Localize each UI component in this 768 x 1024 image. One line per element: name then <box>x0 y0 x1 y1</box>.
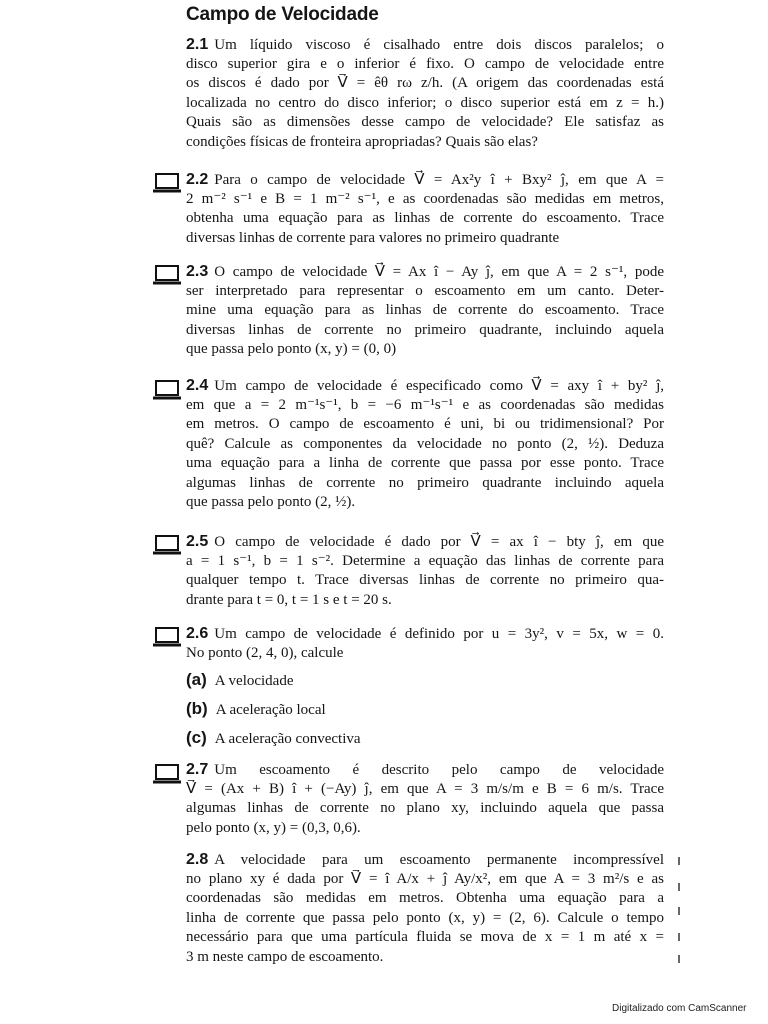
problem-text-line: uma equação para a linha de corrente que passa por esse ponto. Trace <box>186 455 664 471</box>
page-title: Campo de Velocidade <box>186 4 379 25</box>
problem-text-line: algumas linhas de corrente no primeiro quadrante incluindo aquela <box>186 474 664 491</box>
problem-text-line: Um escoamento é descrito pelo campo de velocidade <box>214 762 664 778</box>
problem-number: 2.2 <box>186 171 209 188</box>
problem-text-line: pelo ponto (x, y) = (0,3, 0,6). <box>186 819 361 836</box>
problem-number: 2.5 <box>186 533 209 550</box>
problem-number: 2.1 <box>186 36 209 53</box>
problem-text-line: Para o campo de velocidade V⃗ = Ax²y î + Bxy² ĵ, em que A = <box>214 172 664 188</box>
problem-text-line: algumas linhas de corrente no plano xy, incluindo aquela que passa <box>186 800 664 816</box>
problem-text-line: no plano xy é dada por V⃗ = î A/x + ĵ Ay/x², em que A = 3 m²/s e as <box>186 870 664 887</box>
problem-text-line: qualquer tempo t. Trace diversas linhas de corrente no primeiro qua- <box>186 572 664 588</box>
problem-number: 2.8 <box>186 851 209 868</box>
problem-text-line: os discos é dado por V⃗ = êθ rω z/h. (A origem das coordenadas está <box>186 75 664 91</box>
problem-2-3 <box>186 262 664 360</box>
laptop-icon <box>152 379 182 401</box>
problem-text-line: necessário para que uma partícula fluida se mova de x = 1 m até x = <box>186 929 664 945</box>
laptop-icon <box>152 264 182 286</box>
laptop-icon <box>152 763 182 785</box>
problem-text-line: quê? Calcule as componentes da velocidade no ponto (2, ½). Deduza <box>186 435 664 452</box>
subitem-b: (b) A aceleração local <box>186 699 326 718</box>
problem-text-line: que passa pelo ponto (2, ½). <box>186 494 356 510</box>
problem-2-5 <box>186 532 664 610</box>
problem-text-line: localizada no centro do disco inferior; o disco superior está em z = h.) <box>186 94 664 111</box>
problem-2-4 <box>186 376 664 513</box>
problem-number: 2.6 <box>186 625 209 642</box>
problem-text-line: obtenha uma equação para as linhas de corrente do escoamento. Trace <box>186 210 664 226</box>
subitem-a: (a) A velocidade <box>186 670 294 689</box>
laptop-icon <box>152 534 182 556</box>
laptop-icon <box>152 626 182 648</box>
problem-text-line: 2 m⁻² s⁻¹ e B = 1 m⁻² s⁻¹, e as coordenadas são medidas em metros, <box>186 190 664 207</box>
problem-text-line: 3 m neste campo de escoamento. <box>186 948 384 965</box>
problem-text-line: Quais são as dimensões desse campo de velocidade? Ele satisfaz as <box>186 114 664 130</box>
problem-text-line: drante para t = 0, t = 1 s e t = 20 s. <box>186 591 392 608</box>
problem-number: 2.3 <box>186 263 209 280</box>
problem-text-line: Um campo de velocidade é especificado como V⃗ = axy î + by² ĵ, <box>214 378 664 394</box>
problem-text-line: condições físicas de fronteira apropriadas? Quais são elas? <box>186 133 538 150</box>
problem-text-line: Um campo de velocidade é definido por u = 3y², v = 5x, w = 0. <box>214 626 664 642</box>
problem-text-line: em metros. O campo de escoamento é uni, bi ou tridimensional? Por <box>186 416 664 432</box>
problem-2-2 <box>186 170 664 248</box>
problem-text-line: diversas linhas de corrente para valores no primeiro quadrante <box>186 229 560 246</box>
problem-text-line: mine uma equação para as linhas de corrente do escoamento. Trace <box>186 302 664 318</box>
problem-text-line: A velocidade para um escoamento permanente incompressível <box>214 852 664 868</box>
problem-number: 2.7 <box>186 761 209 778</box>
problem-text-line: O campo de velocidade V⃗ = Ax î − Ay ĵ, em que A = 2 s⁻¹, pode <box>214 264 664 280</box>
problem-text-line: a = 1 s⁻¹, b = 1 s⁻². Determine a equação das linhas de corrente para <box>186 552 664 569</box>
problem-text-line: V⃗ = (Ax + B) î + (−Ay) ĵ, em que A = 3 m/s/m e B = 6 m/s. Trace <box>186 780 664 797</box>
problem-text-line: Um líquido viscoso é cisalhado entre dois discos paralelos; o <box>214 37 664 53</box>
problem-2-6 <box>186 624 664 752</box>
problem-text-line: disco superior gira e o inferior é fixo. O campo de velocidade entre <box>186 55 664 72</box>
problem-2-7 <box>186 760 664 838</box>
problem-number: 2.4 <box>186 377 209 394</box>
scanner-watermark: Digitalizado com CamScanner <box>612 1003 747 1014</box>
subitem-c: (c) A aceleração convectiva <box>186 728 361 747</box>
problem-text-line: diversas linhas de corrente no primeiro quadrante, incluindo aquela <box>186 321 664 338</box>
problem-2-8 <box>186 850 664 967</box>
problem-text-line: O campo de velocidade é dado por V⃗ = ax î − bty ĵ, em que <box>214 534 664 550</box>
problem-text-line: linha de corrente que passa pelo ponto (x, y) = (2, 6). Calcule o tempo <box>186 909 664 926</box>
problem-text-line: em que a = 2 m⁻¹s⁻¹, b = −6 m⁻¹s⁻¹ e as coordenadas são medidas <box>186 396 664 413</box>
problem-text-line: coordenadas são medidas em metros. Obtenha uma equação para a <box>186 890 664 906</box>
problem-text-line: ser interpretado para representar o escoamento em um canto. Deter- <box>186 282 664 299</box>
problem-text-line: No ponto (2, 4, 0), calcule <box>186 644 344 661</box>
laptop-icon <box>152 172 182 194</box>
problem-2-1 <box>186 35 664 152</box>
problem-text-line: que passa pelo ponto (x, y) = (0, 0) <box>186 341 397 357</box>
margin-marks <box>676 855 682 965</box>
